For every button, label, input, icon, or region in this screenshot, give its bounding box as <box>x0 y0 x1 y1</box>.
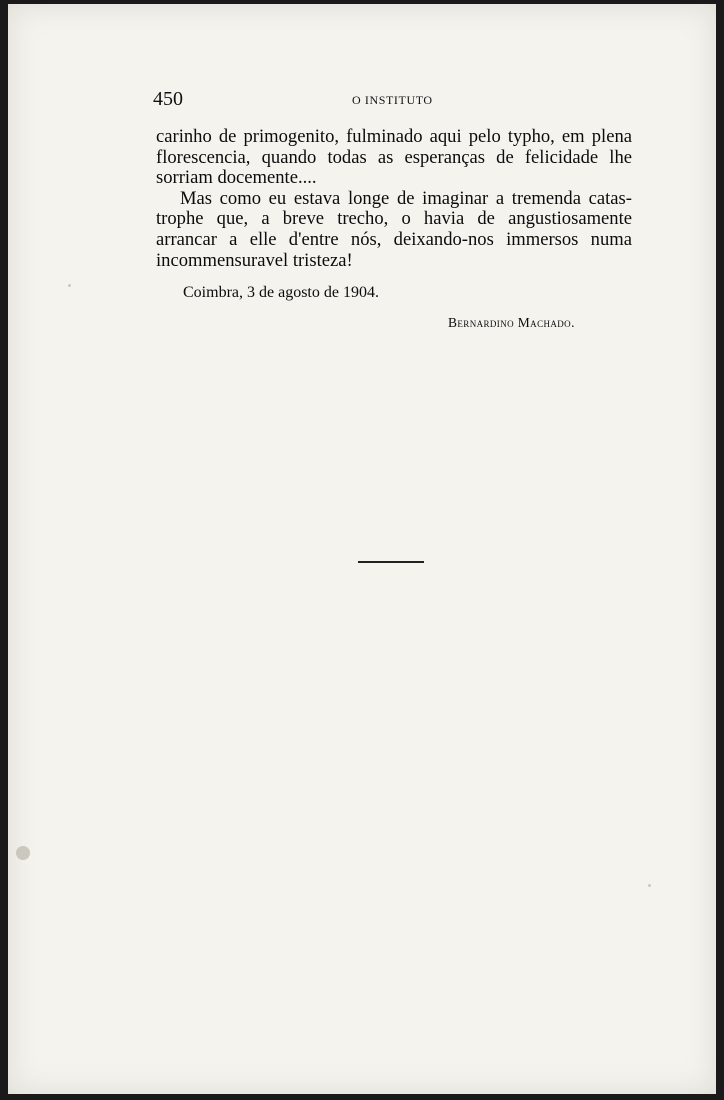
signature: Bernardino Machado. <box>448 315 575 330</box>
body-line: trophe que, a breve trecho, o havia de angustiosamente <box>156 208 632 230</box>
paper-speck <box>16 846 30 860</box>
paper-speck <box>648 884 651 887</box>
page-header <box>153 88 629 116</box>
running-head: O INSTITUTO <box>352 93 433 107</box>
body-line: Mas como eu estava longe de imaginar a tremenda catas- <box>180 187 632 209</box>
body-line: florescencia, quando todas as esperanças de felicidade lhe <box>156 146 632 168</box>
body-line: arrancar a elle d'entre nós, deixando-nos immersos numa <box>156 228 632 250</box>
section-divider <box>358 561 424 563</box>
page-number: 450 <box>153 88 183 110</box>
body-text <box>156 127 632 271</box>
body-line: incommensuravel tristeza! <box>156 249 353 271</box>
body-line: sorriam docemente.... <box>156 167 317 189</box>
document-page <box>8 4 716 1094</box>
body-line: carinho de primogenito, fulminado aqui pelo typho, em plena <box>156 126 632 147</box>
paper-speck <box>68 284 71 287</box>
dateline: Coimbra, 3 de agosto de 1904. <box>183 284 379 301</box>
